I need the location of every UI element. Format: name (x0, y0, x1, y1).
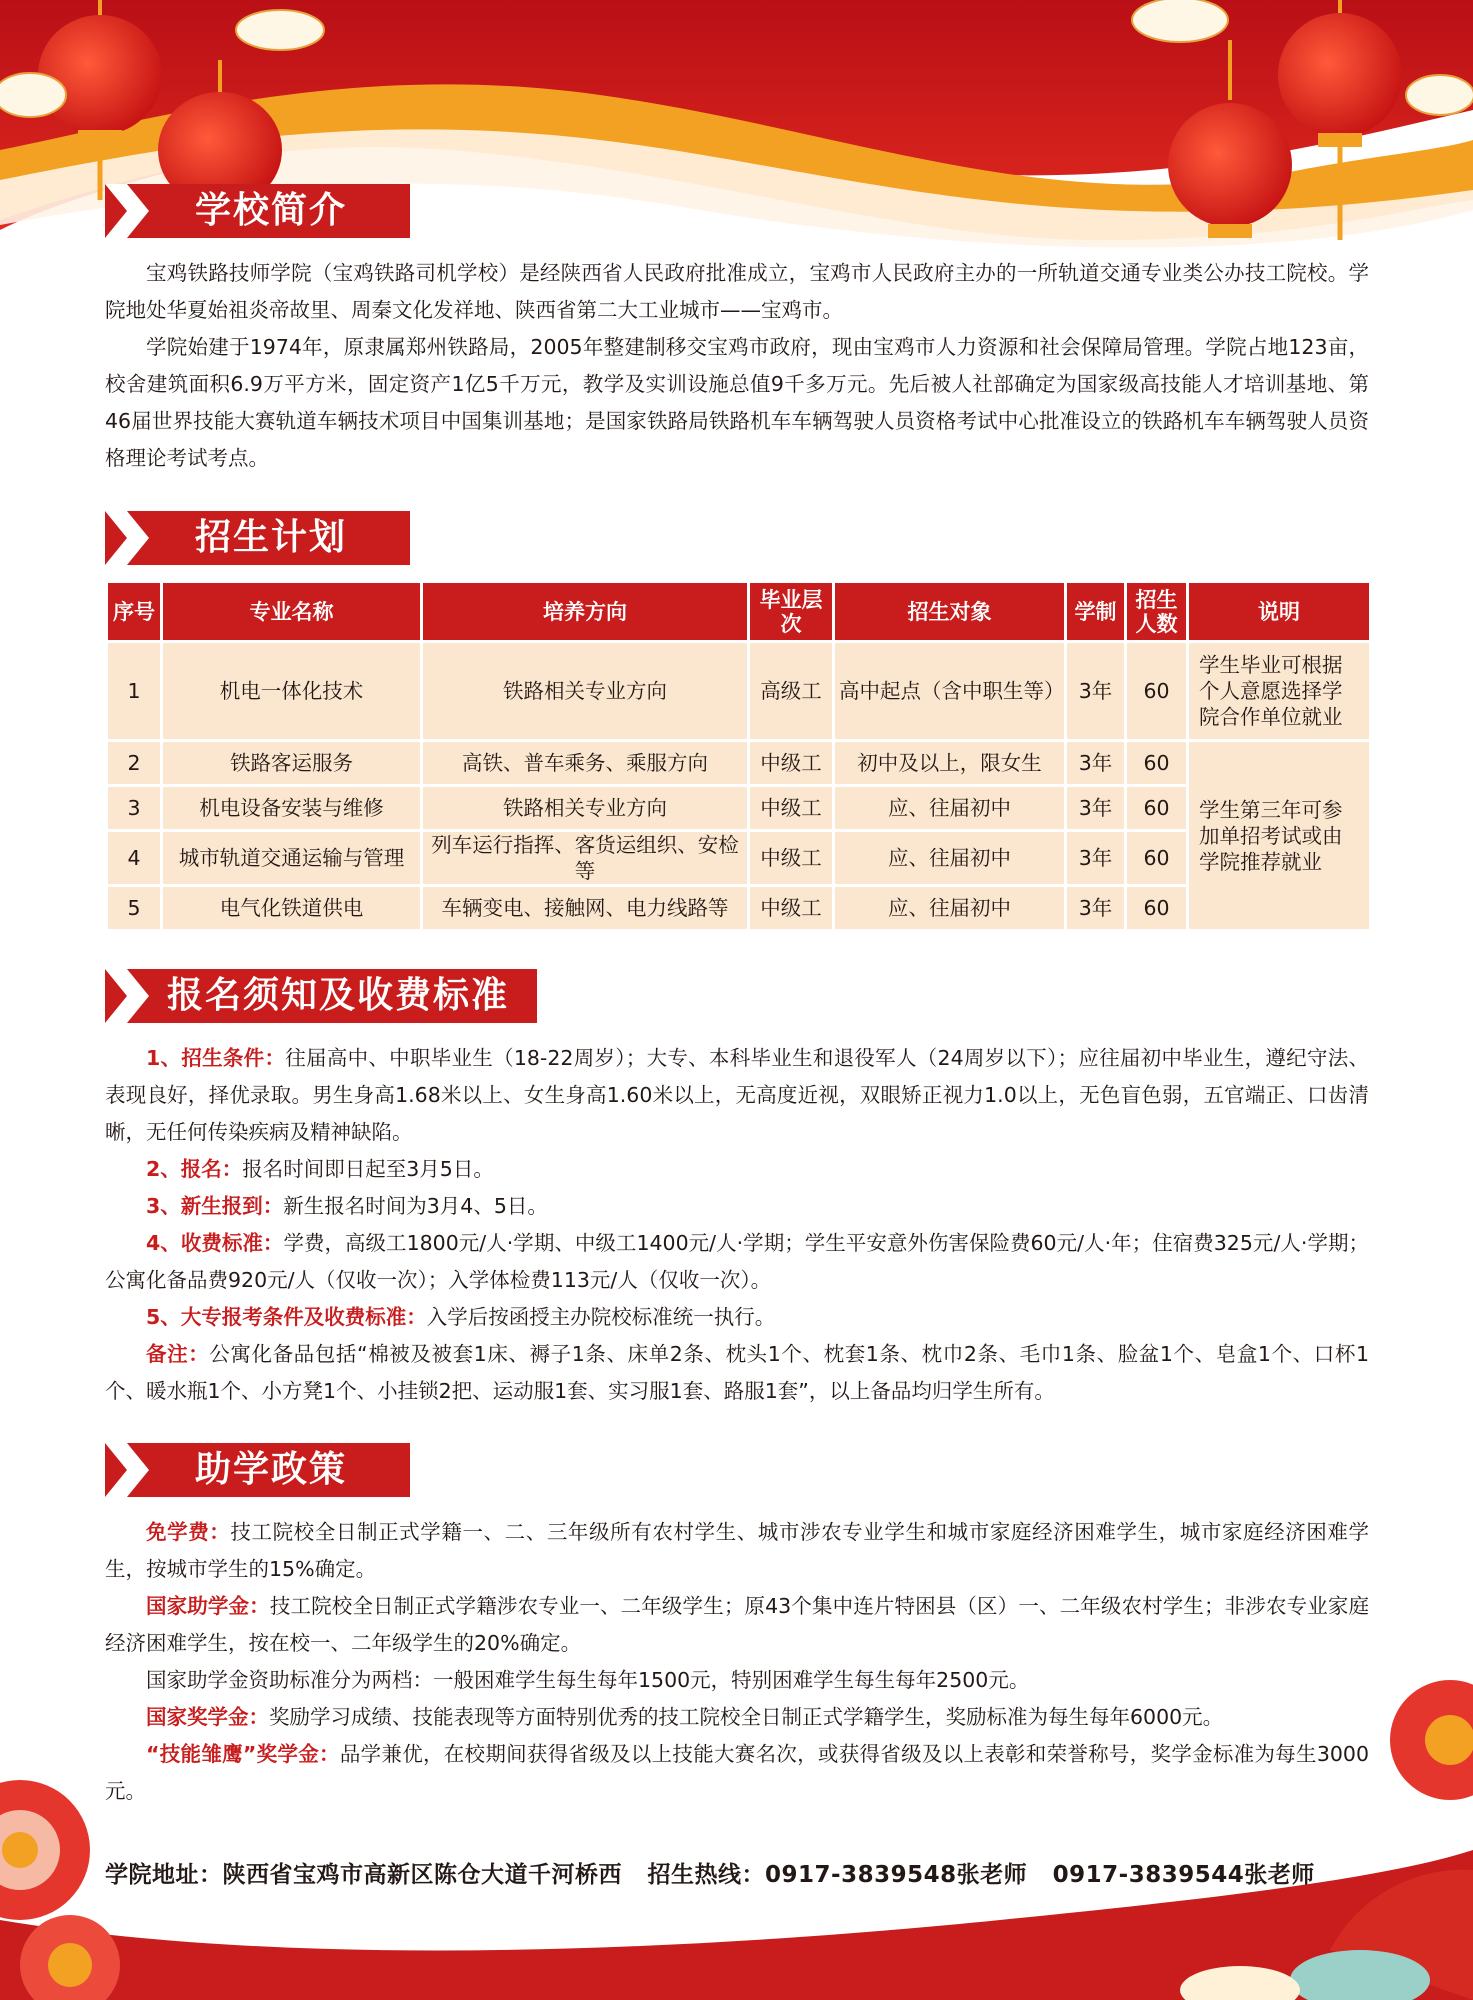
cell-level: 高级工 (749, 642, 834, 741)
section-title-apply: 报名须知及收费标准 (167, 975, 510, 1016)
apply-item-text: 学费，高级工1800元/人·学期、中级工1400元/人·学期；学生平安意外伤害保险费60元/人·年；住宿费325元/人·学期；公寓化备品费920元/人（仅收一次）；入学体检费113元/人（仅收一次）。 (105, 1231, 1369, 1292)
col-header-major: 专业名称 (162, 582, 422, 642)
section-header-apply (105, 969, 537, 1023)
flower-icon (0, 1780, 90, 1920)
cell-direction: 铁路相关专业方向 (422, 642, 749, 741)
section-title-plan: 招生计划 (195, 517, 348, 558)
apply-item-text: 入学后按函授主办院校标准统一执行。 (426, 1305, 776, 1329)
intro-paragraph-2: 学院始建于1974年，原隶属郑州铁路局，2005年整建制移交宝鸡市政府，现由宝鸡市人力资源和社会保障局管理。学院占地123亩，校舍建筑面积6.9万平方米，固定资产1亿5千万元，教学及实训设施总值9千多万元。先后被人社部确定为国家级高技能人才培训基地、第46届世界技能大赛轨道车辆技术项目中国集训基地；是国家铁路局铁路机车车辆驾驶人员资格考试中心批准设立的铁路机车车辆驾驶人员资格理论考试考点。 (105, 335, 1369, 470)
apply-item (105, 1225, 1369, 1299)
aid-item-text: 技工院校全日制正式学籍一、二、三年级所有农村学生、城市涉农专业学生和城市家庭经济困难学生，城市家庭经济困难学生，按城市学生的15%确定。 (105, 1520, 1370, 1581)
apply-item-text: 报名时间即日起至3月5日。 (242, 1157, 494, 1181)
apply-item-label: 1、招生条件： (146, 1046, 286, 1070)
cell-count: 60 (1126, 741, 1188, 786)
cell-note-2: 学生第三年可参加单招考试或由学院推荐就业 (1188, 741, 1371, 931)
apply-item (105, 1040, 1369, 1151)
aid-item-text: 品学兼优，在校期间获得省级及以上技能大赛名次，或获得省级及以上表彰和荣誉称号，奖学金标准为每生3000元。 (105, 1742, 1369, 1803)
aid-item (105, 1588, 1369, 1662)
cell-count: 60 (1126, 642, 1188, 741)
apply-item-label: 2、报名： (146, 1157, 243, 1181)
aid-item-label: “技能雏鹰”奖学金： (146, 1742, 340, 1766)
hotline: 招生热线：0917-3839548张老师 (647, 1862, 1028, 1888)
enrollment-plan-table (105, 580, 1372, 932)
table-row (107, 741, 1371, 786)
chevron-right-icon (105, 1443, 165, 1497)
cell-no: 1 (107, 642, 162, 741)
cell-level: 中级工 (749, 886, 834, 931)
apply-item-text: 新生报名时间为3月4、5日。 (283, 1194, 548, 1218)
cell-direction: 列车运行指挥、客货运组织、安检等 (422, 831, 749, 886)
chevron-right-icon (105, 184, 165, 238)
aid-item-text: 技工院校全日制正式学籍涉农专业一、二年级学生；原43个集中连片特困县（区）一、二年级农村学生；非涉农专业家庭经济困难学生，按在校一、二年级学生的20%确定。 (105, 1594, 1369, 1655)
apply-item-text: 公寓化备品包括“棉被及被套1床、褥子1条、床单2条、枕头1个、枕套1条、枕巾2条、毛巾1条、脸盆1个、皂盒1个、口杯1个、暖水瓶1个、小方凳1个、小挂锁2把、运动服1套、实习服1套、路服1套”，以上备品均归学生所有。 (105, 1342, 1370, 1403)
cell-major: 机电设备安装与维修 (162, 786, 422, 831)
apply-item (105, 1188, 1369, 1225)
cell-level: 中级工 (749, 831, 834, 886)
col-header-direction: 培养方向 (422, 582, 749, 642)
table-row (107, 886, 1371, 931)
aid-item (105, 1736, 1369, 1810)
cell-target: 应、往届初中 (834, 831, 1066, 886)
cell-note-1: 学生毕业可根据个人意愿选择学院合作单位就业 (1188, 642, 1371, 741)
school-address: 学院地址：陕西省宝鸡市高新区陈仓大道千河桥西 (105, 1862, 622, 1888)
cell-no: 4 (107, 831, 162, 886)
chevron-right-icon (105, 969, 165, 1023)
cell-direction: 铁路相关专业方向 (422, 786, 749, 831)
aid-item-label: 国家助学金： (146, 1594, 270, 1618)
cell-count: 60 (1126, 831, 1188, 886)
col-header-years: 学制 (1066, 582, 1126, 642)
apply-item (105, 1151, 1369, 1188)
cell-years: 3年 (1066, 642, 1126, 741)
apply-item (105, 1336, 1369, 1410)
table-row (107, 642, 1371, 741)
cell-direction: 高铁、普车乘务、乘服方向 (422, 741, 749, 786)
aid-item (105, 1514, 1369, 1588)
cell-major: 城市轨道交通运输与管理 (162, 831, 422, 886)
hotline-2: 0917-3839544张老师 (1052, 1862, 1315, 1888)
contact-footer (105, 1856, 1369, 1889)
aid-item-text: 奖励学习成绩、技能表现等方面特别优秀的技工院校全日制正式学籍学生，奖励标准为每生每年6000元。 (269, 1705, 1224, 1729)
aid-item (105, 1662, 1369, 1699)
cell-years: 3年 (1066, 786, 1126, 831)
apply-item-label: 4、收费标准： (146, 1231, 284, 1255)
apply-item-label: 备注： (146, 1342, 210, 1366)
cell-no: 3 (107, 786, 162, 831)
chevron-right-icon (105, 511, 165, 565)
cell-target: 高中起点（含中职生等） (834, 642, 1066, 741)
cell-level: 中级工 (749, 741, 834, 786)
aid-item (105, 1699, 1369, 1736)
cell-years: 3年 (1066, 741, 1126, 786)
aid-item-label: 免学费： (146, 1520, 231, 1544)
cell-years: 3年 (1066, 831, 1126, 886)
apply-item-text: 往届高中、中职毕业生（18-22周岁）；大专、本科毕业生和退役军人（24周岁以下）；应往届初中毕业生，遵纪守法、表现良好，择优录取。男生身高1.68米以上、女生身高1.60米以上，无高度近视，双眼矫正视力1.0以上，无色盲色弱，五官端正、口齿清晰，无任何传染疾病及精神缺陷。 (105, 1046, 1370, 1144)
apply-item-label: 3、新生报到： (146, 1194, 284, 1218)
cell-target: 初中及以上，限女生 (834, 741, 1066, 786)
cell-no: 5 (107, 886, 162, 931)
table-header-row (107, 582, 1371, 642)
cell-count: 60 (1126, 886, 1188, 931)
cell-no: 2 (107, 741, 162, 786)
cell-target: 应、往届初中 (834, 786, 1066, 831)
apply-item-label: 5、大专报考条件及收费标准： (146, 1305, 427, 1329)
table-row (107, 786, 1371, 831)
cell-years: 3年 (1066, 886, 1126, 931)
section-header-plan (105, 511, 410, 565)
apply-text (105, 1040, 1369, 1410)
cell-count: 60 (1126, 786, 1188, 831)
col-header-target: 招生对象 (834, 582, 1066, 642)
col-header-note: 说明 (1188, 582, 1371, 642)
section-header-aid (105, 1443, 410, 1497)
aid-item-text: 国家助学金资助标准分为两档：一般困难学生每生每年1500元，特别困难学生每生每年2500元。 (146, 1668, 1030, 1692)
col-header-level: 毕业层次 (749, 582, 834, 642)
aid-item-label: 国家奖学金： (146, 1705, 269, 1729)
apply-item (105, 1299, 1369, 1336)
cell-major: 铁路客运服务 (162, 741, 422, 786)
intro-paragraph-1: 宝鸡铁路技师学院（宝鸡铁路司机学校）是经陕西省人民政府批准成立，宝鸡市人民政府主办的一所轨道交通专业类公办技工院校。学院地处华夏始祖炎帝故里、周秦文化发祥地、陕西省第二大工业城市——宝鸡市。 (105, 261, 1369, 322)
col-header-count: 招生人数 (1126, 582, 1188, 642)
cell-major: 电气化铁道供电 (162, 886, 422, 931)
table-row (107, 831, 1371, 886)
section-title-aid: 助学政策 (195, 1449, 348, 1490)
flower-icon (1390, 1680, 1473, 1800)
section-header-intro (105, 184, 410, 238)
cell-target: 应、往届初中 (834, 886, 1066, 931)
col-header-no: 序号 (107, 582, 162, 642)
aid-text (105, 1514, 1369, 1810)
intro-text (105, 255, 1369, 477)
cell-direction: 车辆变电、接触网、电力线路等 (422, 886, 749, 931)
cell-level: 中级工 (749, 786, 834, 831)
cell-major: 机电一体化技术 (162, 642, 422, 741)
section-title-intro: 学校简介 (195, 190, 348, 231)
